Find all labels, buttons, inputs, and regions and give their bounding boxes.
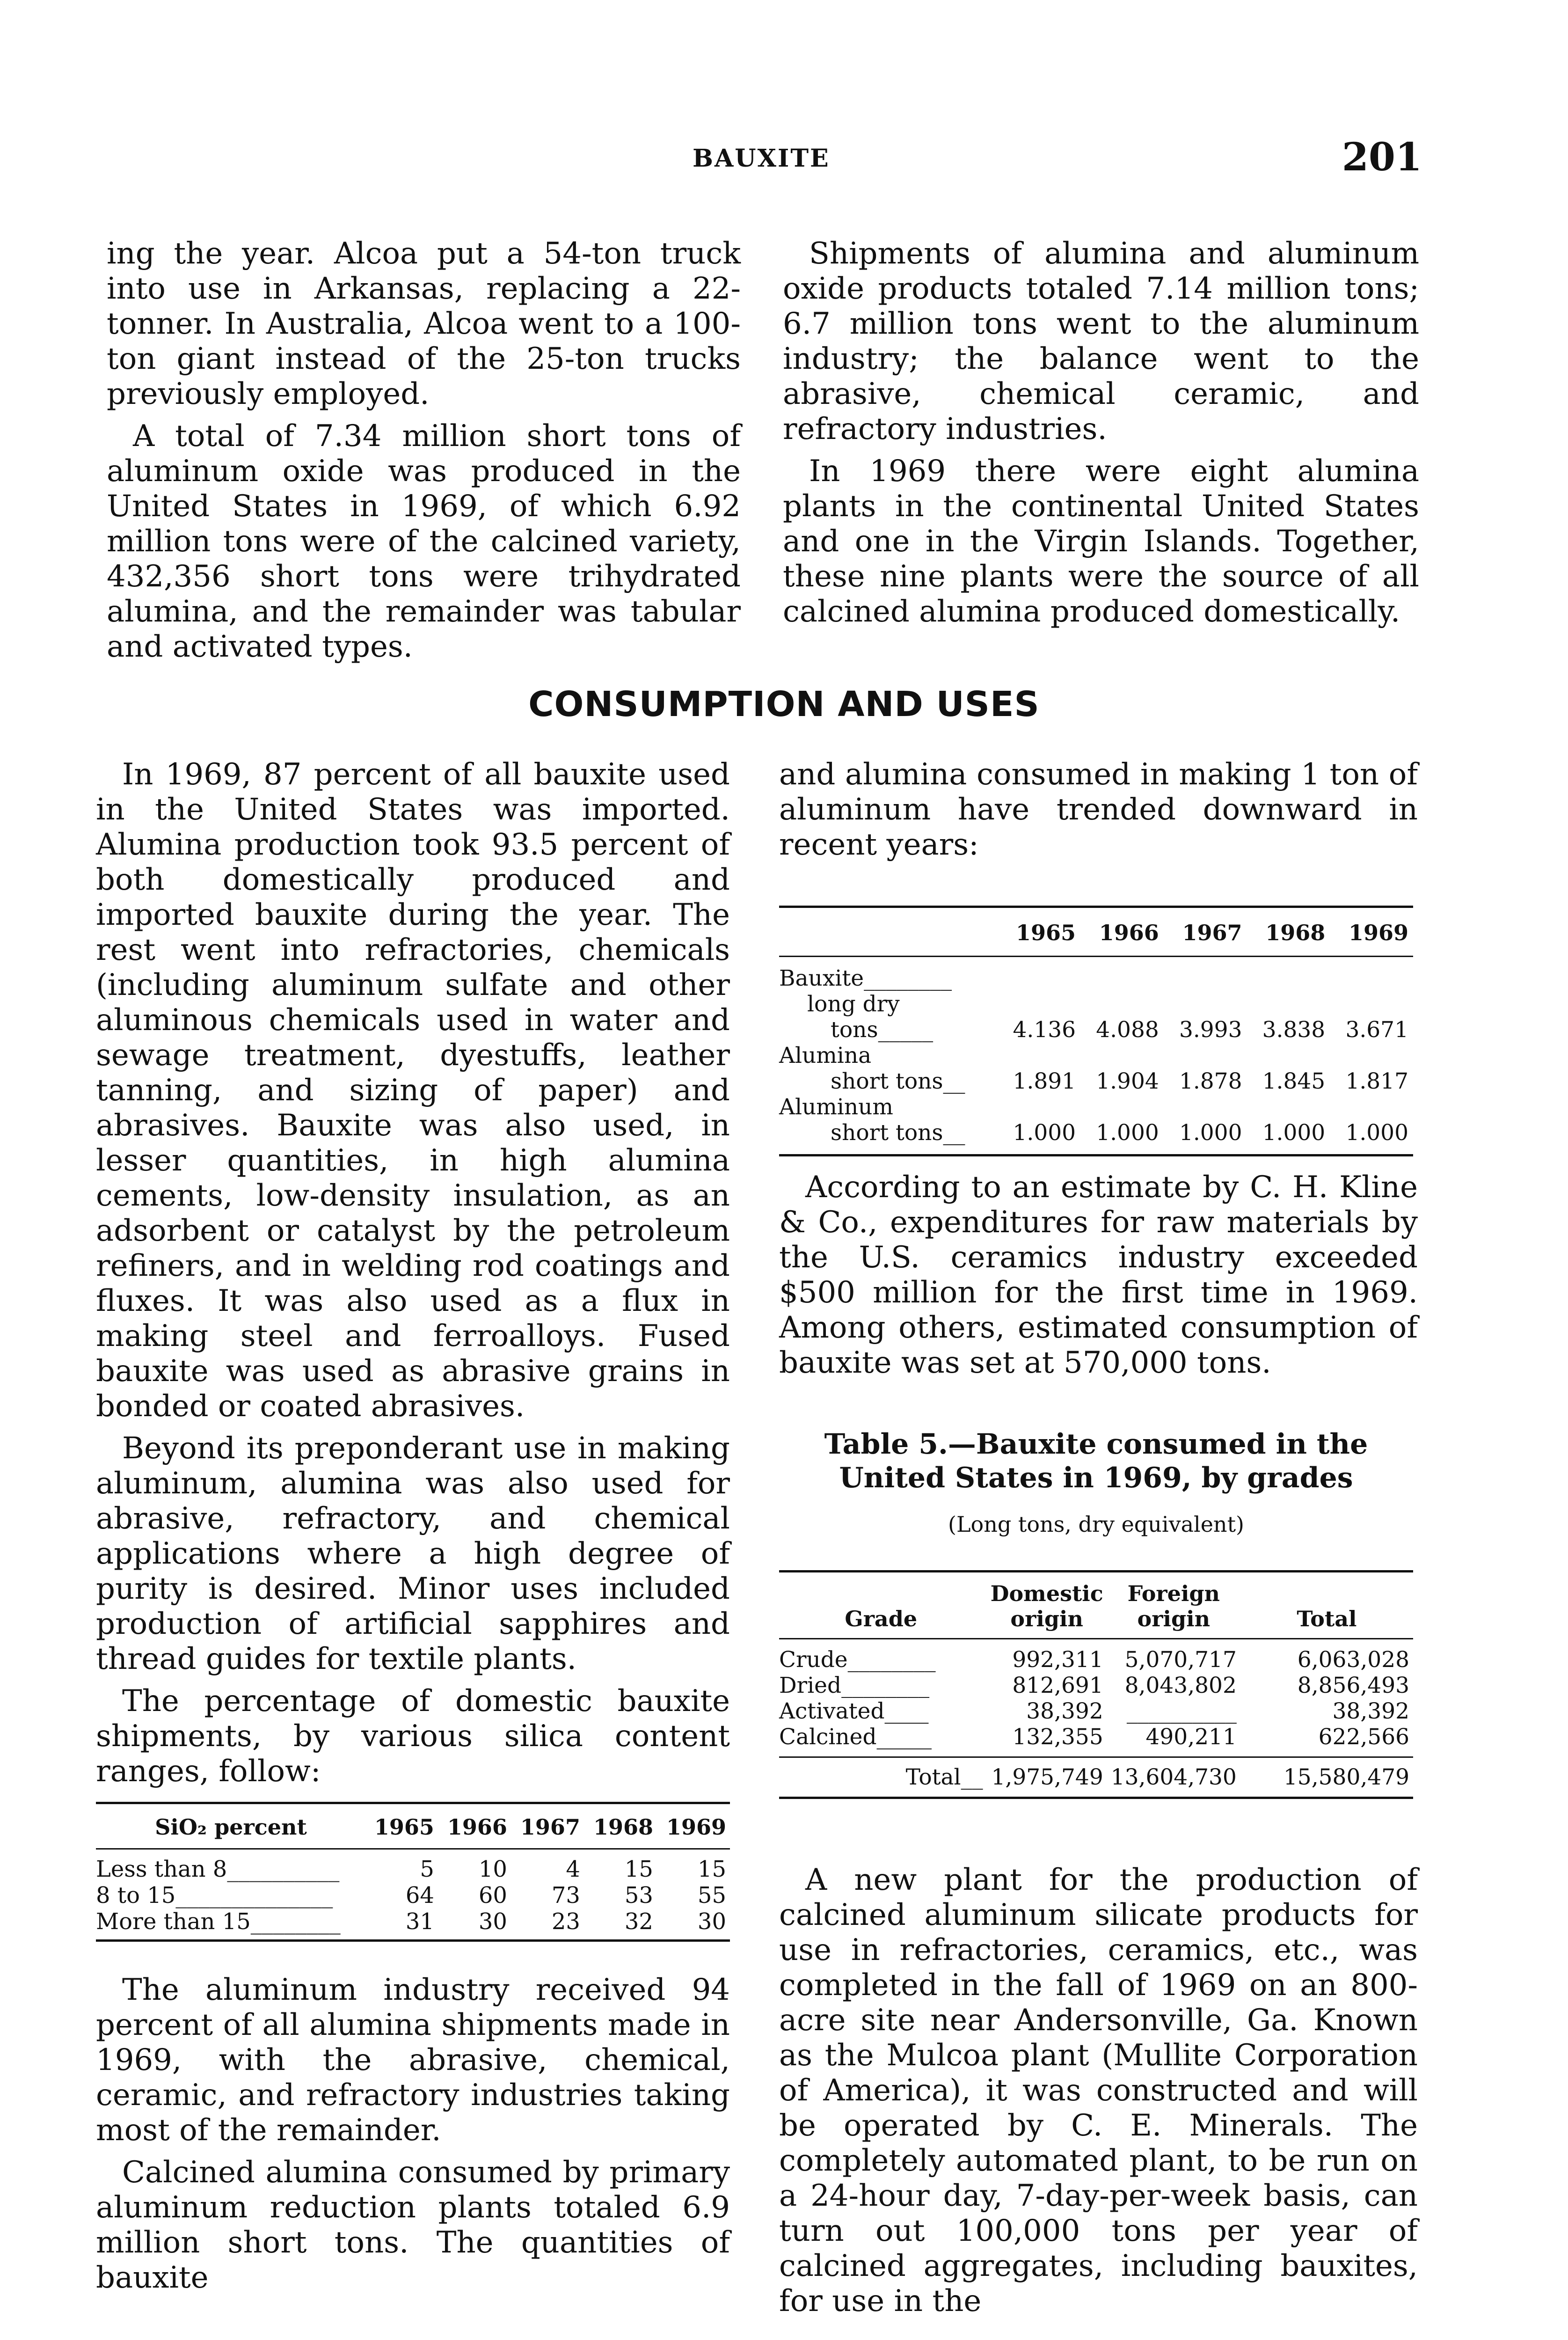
table-cell: 1.000 (1013, 1120, 1076, 1146)
table-cell (997, 991, 1080, 1017)
table-cell: 73 (551, 1882, 580, 1909)
table-cell: 5,070,717 (1124, 1647, 1237, 1673)
table-cell: 132,355 (1012, 1724, 1103, 1750)
column-header: 1968 (593, 1814, 653, 1840)
table-cell: 55 (697, 1882, 726, 1909)
column-header: 1967 (520, 1814, 580, 1840)
table-cell: 5 (420, 1856, 434, 1882)
table-cell: 1.000 (1345, 1120, 1408, 1146)
paragraph: In 1969, 87 percent of all bauxite used in the United States was imported. Alumina production took 93.5 percent of both domestically produced and imported bauxite during the year. The rest went into refractories, chemicals (including aluminum sulfate and other aluminous chemicals used in water and sewage treatment, dyestuffs, leather tanning, and sizing of paper) and abrasives. Bauxite was also used, in lesser quantities, in high alumina cements, low-density insulation, as an adsorbent or catalyst by the petroleum refiners, and in welding rod coatings and fluxes. It was also used as a flux in making steel and ferroalloys. Fused bauxite was used as abrasive grains in bonded or coated abrasives. (96, 757, 730, 1424)
row-label: short tons__ (831, 1120, 965, 1146)
paragraph: ing the year. Alcoa put a 54-ton truck into use in Arkansas, replacing a 22-tonner. In Australia, Alcoa went to a 100-ton giant instead of the 25-ton trucks previously employed. (107, 236, 741, 411)
table-cell: 23 (551, 1909, 580, 1935)
paragraph: Shipments of alumina and aluminum oxide products totaled 7.14 million tons; 6.7 million tons went to the aluminum industry; the balance went to the abrasive, chemical ceramic, and refractory industries. (783, 236, 1419, 446)
table-cell: 490,211 (1145, 1724, 1237, 1750)
table-cell (1164, 1043, 1247, 1068)
column-header: 1965 (1016, 920, 1076, 945)
table-cell: 60 (478, 1882, 507, 1909)
paragraph: A new plant for the production of calcined aluminum silicate products for use in refractories, ceramics, etc., was completed in the fall of 1969 on an 800-acre site near Andersonville, Ga. Known as the Mulcoa plant (Mullite Corporation of America), it was constructed and will be operated by C. E. Minerals. The completely automated plant, to be run on a 24-hour day, 7-day-per-week basis, can turn out 100,000 tons per year of calcined aggregates, including bauxites, for use in the (779, 1863, 1418, 2318)
page-header (0, 135, 1568, 180)
table-cell: 32 (624, 1909, 653, 1935)
table-cell: 15 (697, 1856, 726, 1882)
table-cell: __________ (1126, 1698, 1237, 1724)
table-cell: 622,566 (1318, 1724, 1409, 1750)
left-column (96, 757, 730, 1796)
row-label: Calcined_____ (779, 1724, 932, 1750)
table-cell (1080, 991, 1164, 1017)
table-cell: 812,691 (1012, 1673, 1103, 1698)
table-row (779, 1724, 1413, 1757)
right-column-end (779, 1863, 1418, 2331)
table-caption-line: Table 5.—Bauxite consumed in the (824, 1428, 1368, 1461)
table-cell: 30 (478, 1909, 507, 1935)
table-cell: 1.000 (1262, 1120, 1326, 1146)
bauxite-grades-table (779, 1570, 1413, 1799)
paragraph: The aluminum industry received 94 percent of all alumina shipments made in 1969, with the abrasive, chemical, ceramic, and refractory industries taking most of the remainder. (96, 1973, 730, 2148)
table-subcaption: (Long tons, dry equivalent) (948, 1512, 1244, 1537)
paragraph: Beyond its preponderant use in making aluminum, alumina was also used for abrasive, refractory, and chemical applications where a high degree of purity is desired. Minor uses included production of artificial sapphires and thread guides for textile plants. (96, 1431, 730, 1676)
table-cell: 53 (624, 1882, 653, 1909)
row-label: short tons__ (831, 1068, 965, 1094)
table-cell (1080, 1094, 1164, 1120)
table-cell (1330, 991, 1413, 1017)
table-cell: 64 (405, 1882, 434, 1909)
table-row (96, 1909, 730, 1941)
table-cell (1164, 1094, 1247, 1120)
row-label: More than 15________ (96, 1909, 341, 1935)
column-header: 1969 (1348, 920, 1408, 945)
table-cell: 1.904 (1096, 1068, 1159, 1094)
table-row (779, 1639, 1413, 1673)
table-caption (779, 1427, 1413, 1495)
table-total-row (779, 1757, 1413, 1798)
paragraph: The percentage of domestic bauxite shipments, by various silica content ranges, follow: (96, 1684, 730, 1789)
table-cell: 15,580,479 (1283, 1764, 1409, 1790)
row-label: Total__ (905, 1764, 983, 1790)
table-row (779, 957, 1413, 992)
column-header: 1966 (1099, 920, 1159, 945)
table-cell: 31 (405, 1909, 434, 1935)
table-row (779, 1017, 1413, 1043)
paragraph: According to an estimate by C. H. Kline & Co., expenditures for raw materials by the U.S. ceramics industry exceeded $500 million for the first time in 1969. Among others, estimated consumption of bauxite was set at 570,000 tons. (779, 1170, 1418, 1380)
top-right-column (783, 236, 1419, 636)
table-cell (1247, 991, 1330, 1017)
row-label: Crude________ (779, 1647, 936, 1673)
paragraph: A total of 7.34 million short tons of aluminum oxide was produced in the United States in 1969, of which 6.92 million tons were of the calcined variety, 432,356 short tons were trihydrated alumina, and the remainder was tabular and activated types. (107, 419, 741, 664)
table-cell (997, 957, 1080, 992)
table-cell: 38,392 (1332, 1698, 1409, 1724)
table-cell: 8,043,802 (1124, 1673, 1237, 1698)
table-cell (1330, 957, 1413, 992)
column-header: 1965 (374, 1814, 434, 1840)
left-column-continued (96, 1973, 730, 2303)
table-cell: 1.878 (1179, 1068, 1242, 1094)
table-cell: 10 (478, 1856, 507, 1882)
column-header: Domestic origin (990, 1581, 1103, 1631)
table-cell: 1.000 (1179, 1120, 1242, 1146)
column-header: 1969 (666, 1814, 726, 1840)
silica-content-table (96, 1802, 730, 1942)
table-cell (1247, 1043, 1330, 1068)
table-row (779, 1120, 1413, 1155)
right-column-intro (779, 757, 1418, 874)
row-label: long dry (807, 991, 900, 1017)
table-cell (1164, 957, 1247, 992)
table-cell: 4.136 (1013, 1017, 1076, 1043)
column-header: 1968 (1265, 920, 1326, 945)
table-cell (997, 1094, 1080, 1120)
table-row (779, 1043, 1413, 1068)
row-label: 8 to 15______________ (96, 1882, 333, 1909)
table-cell (1330, 1094, 1413, 1120)
table-cell: 3.838 (1262, 1017, 1326, 1043)
row-label: Bauxite________ (779, 965, 952, 991)
table-cell: 1.817 (1345, 1068, 1408, 1094)
section-heading: CONSUMPTION AND USES (528, 684, 1040, 724)
right-column-mid (779, 1170, 1418, 1392)
table-row (779, 1698, 1413, 1724)
table-cell: 4 (566, 1856, 580, 1882)
table-cell (1164, 991, 1247, 1017)
table-cell (997, 1043, 1080, 1068)
row-label: Activated____ (779, 1698, 929, 1724)
table-row (779, 1094, 1413, 1120)
running-head: BAUXITE (693, 144, 830, 173)
row-label: Alumina (779, 1043, 872, 1068)
table-row (779, 1068, 1413, 1094)
row-label: Aluminum (779, 1094, 893, 1120)
table-row (779, 991, 1413, 1017)
table-cell: 1.000 (1096, 1120, 1159, 1146)
table-cell: 6,063,028 (1297, 1647, 1409, 1673)
table-cell (1247, 1094, 1330, 1120)
table-cell: 13,604,730 (1110, 1764, 1237, 1790)
table-row (96, 1882, 730, 1909)
table-row (779, 1673, 1413, 1698)
table-cell: 8,856,493 (1297, 1673, 1409, 1698)
table-cell: 30 (697, 1909, 726, 1935)
column-header: Foreign origin (1127, 1581, 1220, 1631)
table-cell (1080, 957, 1164, 992)
column-header: 1967 (1182, 920, 1242, 945)
consumption-ratio-table (779, 906, 1413, 1156)
row-label: tons_____ (831, 1017, 934, 1043)
row-label: Less than 8__________ (96, 1856, 340, 1882)
table-cell: 1.845 (1262, 1068, 1326, 1094)
column-header: 1966 (447, 1814, 507, 1840)
paragraph: Calcined alumina consumed by primary aluminum reduction plants totaled 6.9 million short tons. The quantities of bauxite (96, 2155, 730, 2295)
table-cell: 992,311 (1012, 1647, 1103, 1673)
page-number: 201 (1342, 135, 1422, 180)
table-cell (1330, 1043, 1413, 1068)
paragraph: and alumina consumed in making 1 ton of aluminum have trended downward in recent years: (779, 757, 1418, 862)
table-cell: 1,975,749 (991, 1764, 1103, 1790)
table-cell: 3.671 (1345, 1017, 1408, 1043)
top-left-column (107, 236, 741, 672)
column-header: SiO₂ percent (155, 1814, 307, 1840)
table-row (96, 1849, 730, 1883)
table-cell: 3.993 (1179, 1017, 1242, 1043)
column-header: Grade (845, 1606, 918, 1631)
table-cell: 1.891 (1013, 1068, 1076, 1094)
column-header (779, 907, 997, 957)
row-label: Dried________ (779, 1673, 930, 1698)
table-caption-line: United States in 1969, by grades (839, 1462, 1353, 1494)
column-header: Total (1297, 1606, 1357, 1631)
table-cell: 4.088 (1096, 1017, 1159, 1043)
table-cell (1247, 957, 1330, 992)
paragraph: In 1969 there were eight alumina plants in the continental United States and one in the Virgin Islands. Together, these nine plants were the source of all calcined alumina produced domestically. (783, 454, 1419, 629)
table-cell (1080, 1043, 1164, 1068)
table-cell: 38,392 (1026, 1698, 1103, 1724)
table-cell: 15 (624, 1856, 653, 1882)
